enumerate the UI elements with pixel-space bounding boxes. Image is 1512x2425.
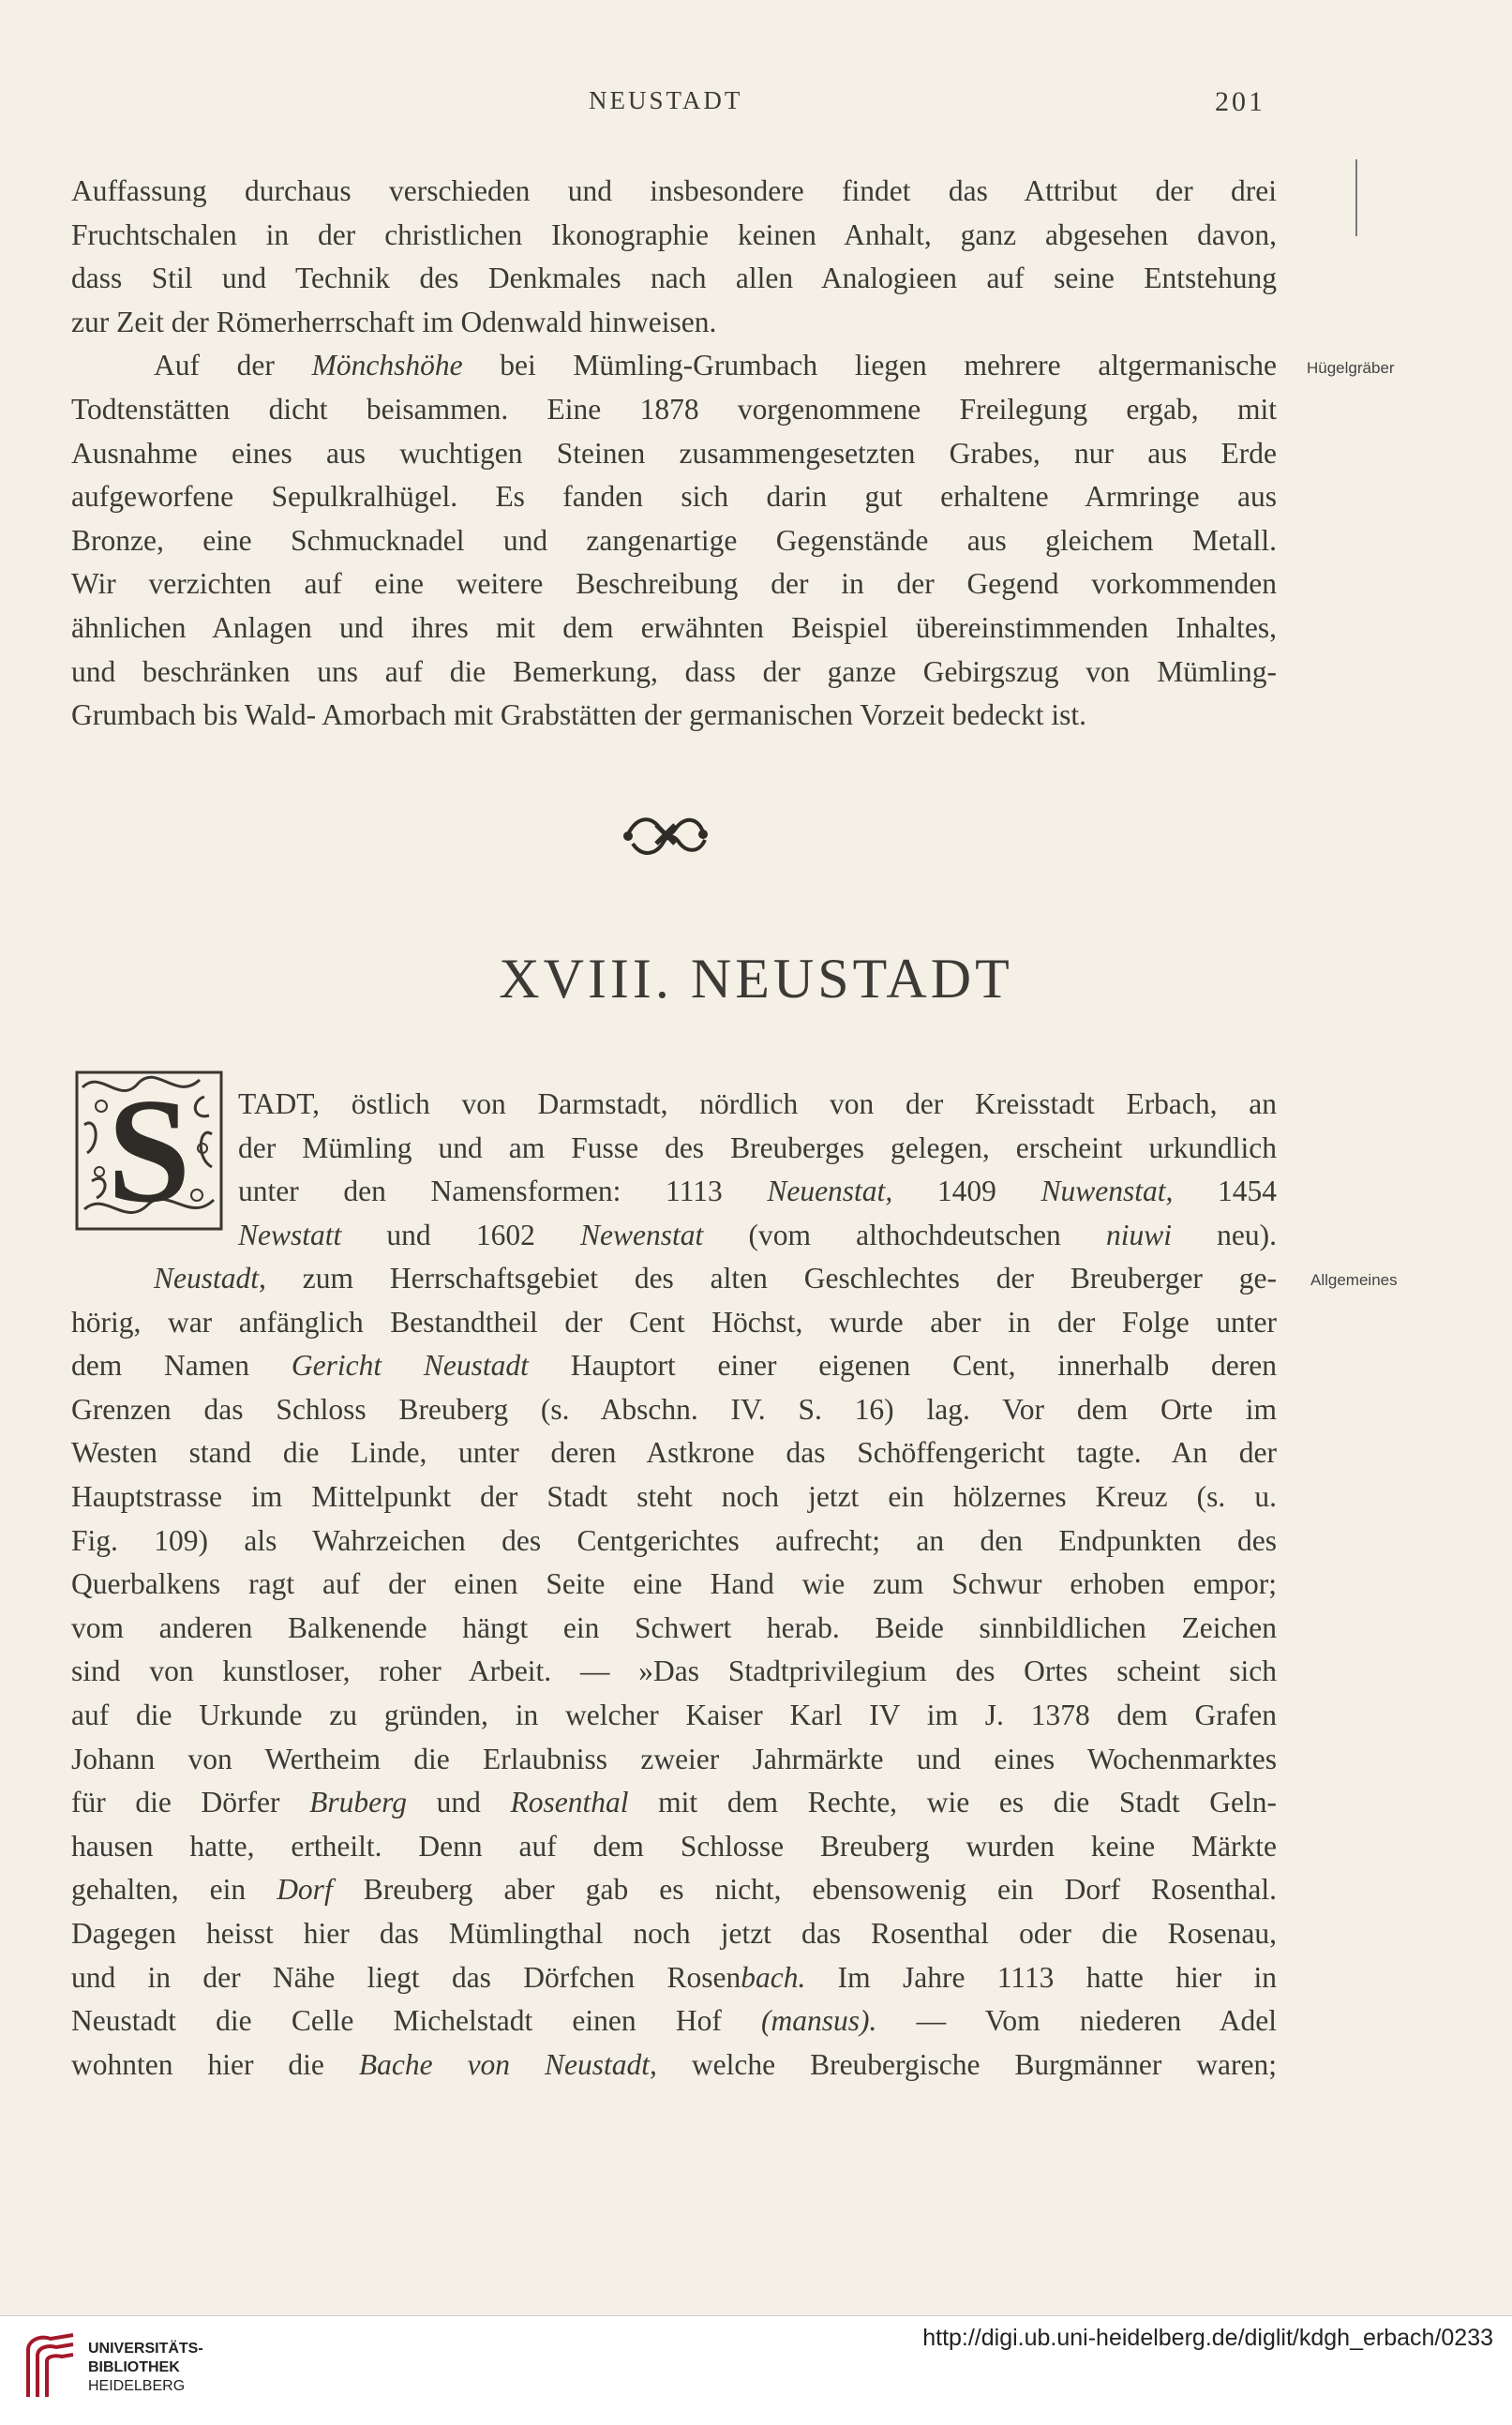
text-run: bei Mümling-Grumbach liegen mehrere altgermanische bbox=[462, 349, 1277, 382]
library-name bbox=[88, 2340, 203, 2396]
text-line: der Mümling und am Fusse des Breuberges gelegen, erscheint urkundlich bbox=[238, 1130, 1277, 1164]
text-run: Hauptort einer eigenen Cent, innerhalb deren bbox=[528, 1349, 1277, 1383]
scan-edge-mark bbox=[1355, 159, 1357, 236]
text-line: Hauptstrasse im Mittelpunkt der Stadt steht noch jetzt ein hölzernes Kreuz (s. u. bbox=[71, 1479, 1277, 1513]
text-line: sind von kunstloser, roher Arbeit. — »Das Stadtprivilegium des Ortes scheint sich bbox=[71, 1654, 1277, 1688]
text-run: Breuberg aber gab es nicht, ebensowenig ein Dorf Rosenthal. bbox=[332, 1873, 1277, 1907]
text-run: Neustadt die Celle Michelstadt einen Hof bbox=[71, 2004, 762, 2038]
text-line: Johann von Wertheim die Erlaubniss zweier Jahrmärkte und eines Wochenmarktes bbox=[71, 1742, 1277, 1775]
text-line: Dagegen heisst hier das Mümlingthal noch jetzt das Rosenthal oder die Rosenau, bbox=[71, 1916, 1277, 1950]
text-line bbox=[71, 2043, 1277, 2088]
text-run: unter den Namensformen: 1113 bbox=[238, 1175, 768, 1208]
historical-name: Newstatt bbox=[238, 1218, 342, 1251]
text-run: (vom althochdeutschen bbox=[703, 1218, 1106, 1251]
text-line bbox=[238, 1170, 1277, 1214]
place-name: Rosenthal bbox=[510, 1786, 629, 1819]
text-line: Bronze, eine Schmucknadel und zangenartige Gegenstände aus gleichem Metall. bbox=[71, 523, 1277, 557]
text-run: wohnten hier die bbox=[71, 2047, 359, 2081]
place-name: Gericht Neustadt bbox=[291, 1349, 529, 1383]
historical-name: Neuenstat, bbox=[767, 1175, 893, 1208]
text-line bbox=[71, 344, 1277, 388]
text-run: dem Namen bbox=[71, 1349, 292, 1383]
text-line bbox=[71, 1956, 1277, 2000]
text-line: Fig. 109) als Wahrzeichen des Centgerichtes aufrecht; an den Endpunkten des bbox=[71, 1523, 1277, 1557]
text-run: zum Herrschaftsgebiet des alten Geschlechtes der Breuberger ge- bbox=[265, 1262, 1277, 1295]
text-run: Auf der bbox=[154, 349, 312, 382]
text-line: Grumbach bis Wald- Amorbach mit Grabstätten der germanischen Vorzeit bedeckt ist. bbox=[71, 698, 1087, 732]
historical-name: Newenstat bbox=[580, 1218, 704, 1251]
chapter-title: XVIII. NEUSTADT bbox=[499, 948, 1013, 1010]
text-line: vom anderen Balkenende hängt ein Schwert herab. Beide sinnbildlichen Zeichen bbox=[71, 1610, 1277, 1644]
place-name: Bruberg bbox=[309, 1786, 407, 1819]
library-name-line: HEIDELBERG bbox=[88, 2378, 186, 2394]
running-title: NEUSTADT bbox=[589, 86, 743, 114]
family-name: Bache von Neustadt, bbox=[358, 2047, 657, 2081]
text-run: und in der Nähe liegt das Dörfchen Rosen bbox=[71, 1960, 741, 1994]
text-line: Ausnahme eines aus wuchtigen Steinen zusammengesetzten Grabes, nur aus Erde bbox=[71, 436, 1277, 470]
historical-name: Nuwenstat, bbox=[1040, 1175, 1174, 1208]
text-line: Grenzen das Schloss Breuberg (s. Abschn. IV. S. 16) lag. Vor dem Orte im bbox=[71, 1392, 1277, 1426]
text-run: für die Dörfer bbox=[71, 1786, 310, 1819]
text-line: hausen hatte, ertheilt. Denn auf dem Schlosse Breuberg wurden keine Märkte bbox=[71, 1829, 1277, 1863]
place-name: Dorf bbox=[277, 1873, 333, 1907]
section-1-text bbox=[71, 170, 1277, 738]
decorated-initial bbox=[73, 1069, 225, 1233]
text-run: 1454 bbox=[1173, 1175, 1277, 1208]
text-line: Auffassung durchaus verschieden und insbesondere findet das Attribut der drei bbox=[71, 174, 1277, 207]
text-line: aufgeworfene Sepulkralhügel. Es fanden sich darin gut erhaltene Armringe aus bbox=[71, 480, 1277, 514]
place-name: Neustadt, bbox=[154, 1262, 266, 1295]
text-line: hörig, war anfänglich Bestandtheil der Cent Höchst, wurde aber in der Folge unter bbox=[71, 1305, 1277, 1339]
text-run: neu). bbox=[1171, 1218, 1277, 1251]
text-line: und beschränken uns auf die Bemerkung, dass der ganze Gebirgszug von Mümling- bbox=[71, 654, 1277, 688]
text-line: Todtenstätten dicht beisammen. Eine 1878 vorgenommene Freilegung ergab, mit bbox=[71, 392, 1277, 426]
library-name-line: BIBLIOTHEK bbox=[88, 2359, 180, 2375]
text-line: dass Stil und Technik des Denkmales nach allen Analogieen auf seine Entstehung bbox=[71, 262, 1277, 295]
text-run: und 1602 bbox=[341, 1218, 581, 1251]
text-line: Wir verzichten auf eine weitere Beschreibung der in der Gegend vorkommenden bbox=[71, 567, 1277, 601]
text-run: Im Jahre 1113 hatte hier in bbox=[805, 1960, 1277, 1994]
chapter-intro-text bbox=[238, 1083, 1277, 1257]
fleuron-ornament-icon bbox=[619, 806, 712, 862]
chapter-body-text bbox=[71, 1257, 1277, 2087]
text-line bbox=[71, 1257, 1277, 1301]
latin-term: (mansus). bbox=[761, 2004, 877, 2038]
text-line: ähnlichen Anlagen und ihres mit dem erwähnten Beispiel übereinstimmenden Inhaltes, bbox=[71, 610, 1277, 644]
text-run: gehalten, ein bbox=[71, 1873, 277, 1907]
text-run: — Vom niederen Adel bbox=[876, 2004, 1277, 2038]
margin-note-allgemeines: Allgemeines bbox=[1310, 1271, 1398, 1289]
text-line bbox=[71, 1868, 1277, 1912]
text-line bbox=[71, 1999, 1277, 2043]
text-line: Westen stand die Linde, unter deren Astkrone das Schöffengericht tagte. An der bbox=[71, 1436, 1277, 1470]
text-line: auf die Urkunde zu gründen, in welcher Kaiser Karl IV im J. 1378 dem Grafen bbox=[71, 1698, 1277, 1731]
text-line: Fruchtschalen in der christlichen Ikonographie keinen Anhalt, ganz abgesehen davon, bbox=[71, 217, 1277, 251]
library-name-line: UNIVERSITÄTS- bbox=[88, 2341, 203, 2357]
drop-cap-letter: S bbox=[107, 1067, 191, 1234]
place-name: bach. bbox=[741, 1960, 806, 1994]
text-run: mit dem Rechte, wie es die Stadt Geln- bbox=[628, 1786, 1277, 1819]
page-number: 201 bbox=[1215, 86, 1265, 117]
source-url-link[interactable]: http://digi.ub.uni-heidelberg.de/diglit/kdgh_erbach/0233 bbox=[922, 2325, 1493, 2351]
text-line bbox=[238, 1214, 1277, 1258]
text-line bbox=[71, 1781, 1277, 1825]
library-logo-icon bbox=[21, 2331, 81, 2403]
text-line: Querbalkens ragt auf der einen Seite eine Hand wie zum Schwur erhoben empor; bbox=[71, 1567, 1277, 1601]
margin-note-huegelgraeber: Hügelgräber bbox=[1307, 359, 1395, 377]
text-run: und bbox=[406, 1786, 511, 1819]
historical-name: niuwi bbox=[1105, 1218, 1172, 1251]
text-line bbox=[71, 1344, 1277, 1388]
text-line: zur Zeit der Römerherrschaft im Odenwald hinweisen. bbox=[71, 305, 717, 338]
text-run: welche Breubergische Burgmänner waren; bbox=[656, 2047, 1277, 2081]
text-line: TADT, östlich von Darmstadt, nördlich von der Kreisstadt Erbach, an bbox=[238, 1087, 1277, 1120]
place-name: Mönchshöhe bbox=[311, 349, 463, 382]
text-run: 1409 bbox=[892, 1175, 1041, 1208]
